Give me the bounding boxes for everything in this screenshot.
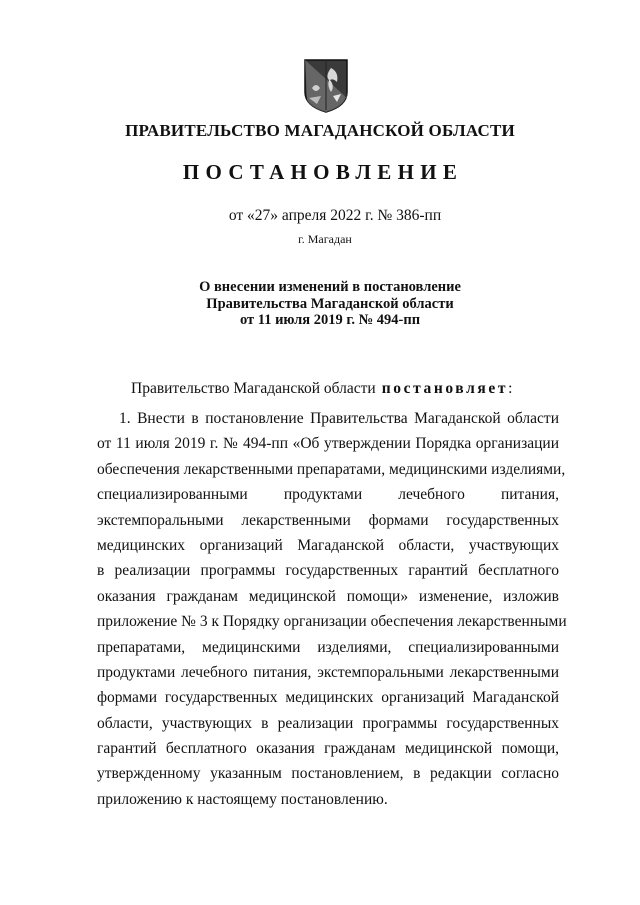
decree-colon: : bbox=[508, 380, 513, 397]
paragraph-line: препаратами, медицинскими изделиями, специализированными bbox=[97, 638, 559, 656]
decree-intro-text: Правительство Магаданской области bbox=[131, 380, 376, 397]
paragraph-line: гарантий бесплатного оказания гражданам медицинской помощи, bbox=[97, 740, 559, 758]
government-name: ПРАВИТЕЛЬСТВО МАГАДАНСКОЙ ОБЛАСТИ bbox=[125, 121, 515, 140]
paragraph-line: обеспечения лекарственными препаратами, медицинскими изделиями, bbox=[97, 460, 566, 478]
paragraph-line: экстемпоральными лекарственными формами государственных bbox=[97, 511, 559, 529]
document-subject bbox=[0, 279, 640, 329]
paragraph-line: утвержденному указанным постановлением, в редакции согласно bbox=[97, 765, 559, 783]
coat-of-arms-icon bbox=[303, 58, 349, 114]
document-type: ПОСТАНОВЛЕНИЕ bbox=[182, 160, 464, 184]
subject-line: от 11 июля 2019 г. № 494-пп bbox=[239, 312, 421, 328]
paragraph-line: медицинских организаций Магаданской области, участвующих bbox=[97, 536, 559, 554]
paragraph-line: 1. Внести в постановление Правительства Магаданской области bbox=[119, 410, 559, 427]
subject-line: Правительства Магаданской области bbox=[206, 295, 454, 312]
paragraph-line: продуктами лечебного питания, экстемпоральными лекарственными bbox=[97, 663, 559, 681]
document-city: г. Магадан bbox=[298, 232, 352, 246]
paragraph-line: от 11 июля 2019 г. № 494-пп «Об утверждении Порядка организации bbox=[97, 435, 559, 453]
paragraph-line: области, участвующих в реализации программы государственных bbox=[97, 714, 559, 732]
paragraph-line: в реализации программы государственных гарантий бесплатного bbox=[97, 562, 559, 580]
decree-intro bbox=[131, 380, 512, 398]
paragraph-line: приложение № 3 к Порядку организации обеспечения лекарственными bbox=[97, 613, 567, 631]
subject-line: О внесении изменений в постановление bbox=[199, 279, 461, 295]
paragraph-line: приложению к настоящему постановлению. bbox=[97, 790, 388, 808]
paragraph-line: специализированными продуктами лечебного питания, bbox=[97, 486, 559, 504]
paragraph-line: оказания гражданам медицинской помощи» изменение, изложив bbox=[97, 587, 559, 605]
decree-paragraph bbox=[97, 406, 567, 812]
document-date-number: от «27» апреля 2022 г. № 386-пп bbox=[228, 207, 442, 224]
paragraph-line: формами государственных медицинских организаций Магаданской bbox=[97, 689, 559, 707]
decree-word: постановляет bbox=[381, 380, 509, 397]
